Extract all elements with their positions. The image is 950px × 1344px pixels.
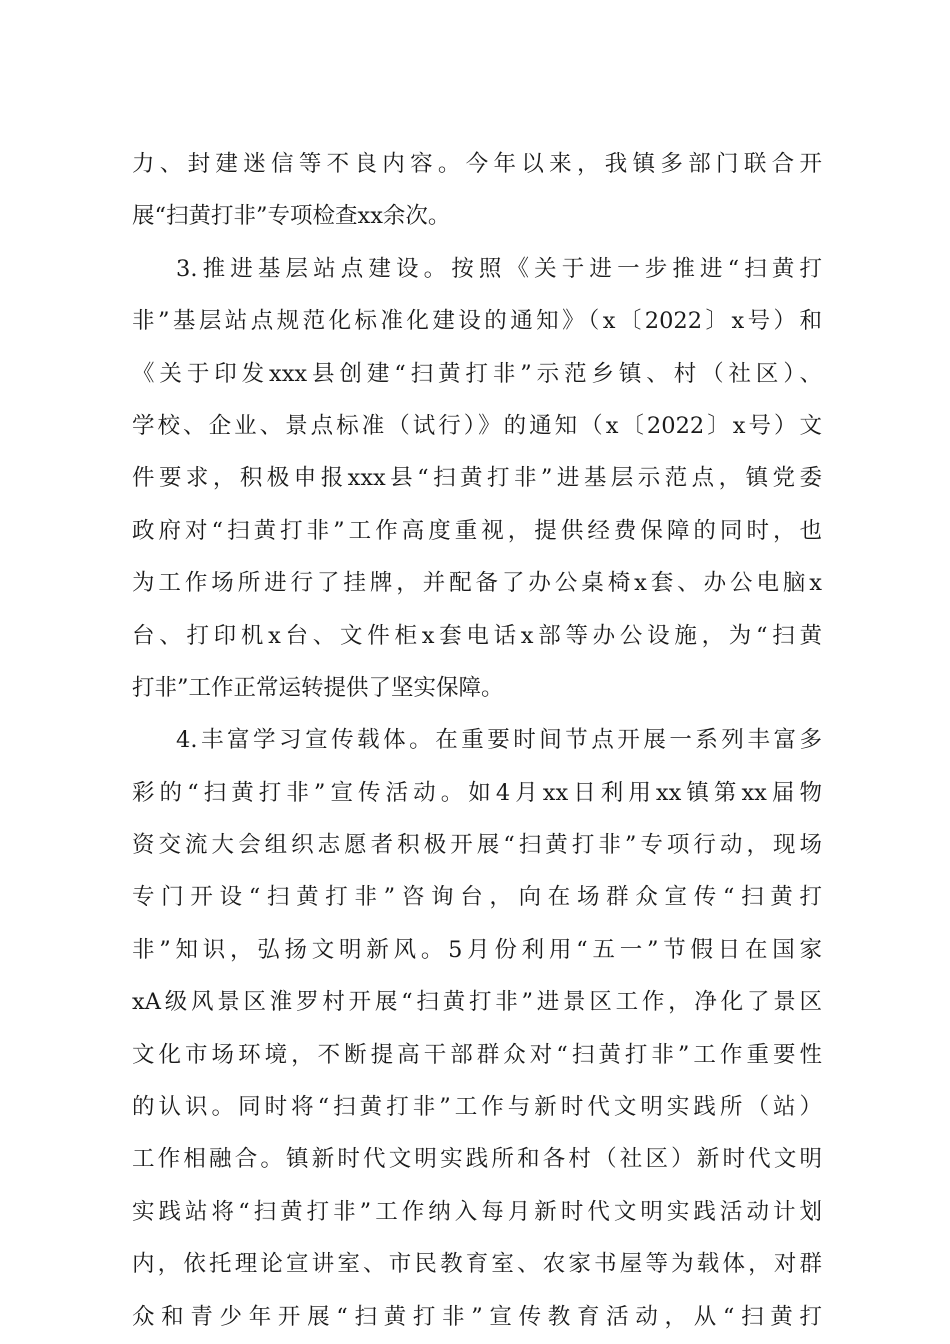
text-line: 众和青少年开展“扫黄打非”宣传教育活动，从“扫黄打 (132, 1303, 822, 1330)
text-line: 台、打印机x台、文件柜x套电话x部等办公设施，为“扫黄 (132, 622, 822, 649)
text-line: 《关于印发xxx县创建“扫黄打非”示范乡镇、村（社区）、 (132, 360, 822, 387)
text-line: 内，依托理论宣讲室、市民教育室、农家书屋等为载体，对群 (132, 1251, 822, 1278)
text-line: 文化市场环境，不断提高干部群众对“扫黄打非”工作重要性 (132, 1041, 822, 1068)
text-line: 政府对“扫黄打非”工作高度重视，提供经费保障的同时，也 (132, 517, 822, 544)
section-heading-line: 4.丰富学习宣传载体。在重要时间节点开展一系列丰富多 (176, 727, 822, 754)
text-line: 为工作场所进行了挂牌，并配备了办公桌椅x套、办公电脑x (132, 570, 822, 597)
text-line: 实践站将“扫黄打非”工作纳入每月新时代文明实践活动计划 (132, 1198, 822, 1225)
text-line: 的认识。同时将“扫黄打非”工作与新时代文明实践所（站） (132, 1094, 822, 1121)
text-line: 展“扫黄打非”专项检查xx余次。 (132, 203, 451, 230)
text-line: 件要求，积极申报xxx县“扫黄打非”进基层示范点，镇党委 (132, 465, 822, 492)
section-heading-line: 3.推进基层站点建设。按照《关于进一步推进“扫黄打 (176, 255, 822, 282)
text-line: 专门开设“扫黄打非”咨询台，向在场群众宣传“扫黄打 (132, 884, 822, 911)
text-line: 非”知识，弘扬文明新风。5月份利用“五一”节假日在国家 (132, 936, 822, 963)
text-line: 力、封建迷信等不良内容。今年以来，我镇多部门联合开 (132, 151, 822, 177)
text-line: 资交流大会组织志愿者积极开展“扫黄打非”专项行动，现场 (132, 832, 822, 859)
text-line: 学校、企业、景点标准（试行）》的通知（x〔2022〕x号）文 (132, 412, 822, 439)
text-line: xA级风景区淮罗村开展“扫黄打非”进景区工作，净化了景区 (132, 989, 822, 1016)
body-text (132, 138, 822, 1343)
text-line: 非”基层站点规范化标准化建设的通知》（x〔2022〕x号）和 (132, 308, 822, 335)
text-line: 工作相融合。镇新时代文明实践所和各村（社区）新时代文明 (132, 1146, 822, 1173)
text-line: 彩的“扫黄打非”宣传活动。如4月xx日利用xx镇第xx届物 (132, 779, 822, 806)
text-line: 打非”工作正常运转提供了坚实保障。 (132, 674, 504, 701)
